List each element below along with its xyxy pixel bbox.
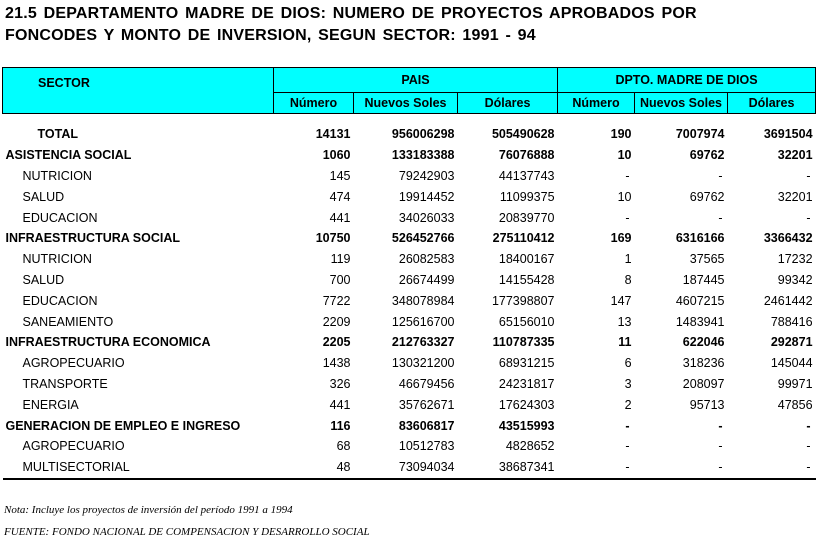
page-title [5,3,697,47]
header-dpto-nuevos-soles: Nuevos Soles [635,93,728,114]
cell-value: 1060 [322,148,351,163]
cell-value: 145044 [770,356,813,371]
cell-value: - [718,168,723,183]
cell-value: 7722 [322,293,351,308]
cell-value: 14155428 [498,272,555,287]
cell-value: 169 [610,231,632,246]
cell-value: 3366432 [763,231,813,246]
cell-value: - [718,439,723,454]
row-label: AGROPECUARIO [22,356,125,371]
cell-value: 11099375 [499,189,555,204]
row-label: ENERGIA [22,397,79,412]
row-label: EDUCACION [22,210,98,225]
cell-value: 11 [618,335,632,350]
cell-value: 26674499 [398,272,455,287]
table-row [3,436,816,457]
cell-value: 275110412 [492,231,555,246]
table-row [3,311,816,332]
header-dpto: DPTO. MADRE DE DIOS [558,68,816,93]
cell-value: - [806,168,811,183]
cell-value: 292871 [770,335,813,350]
cell-value: 147 [610,293,632,308]
cell-value: 348078984 [391,293,455,308]
cell-value: - [806,439,811,454]
cell-value: 13 [617,314,632,329]
cell-value: 19914452 [398,189,455,204]
cell-value: 48 [274,457,354,479]
header-dpto-dolares: Dólares [728,93,816,114]
row-label: TRANSPORTE [22,376,108,391]
cell-value: 474 [329,189,351,204]
table-row [3,290,816,311]
cell-value: 526452766 [391,231,455,246]
cell-value: 1438 [322,356,351,371]
cell-value: 65156010 [498,314,555,329]
cell-value: 2205 [322,335,351,350]
source-text: FUENTE: FONDO NACIONAL DE COMPENSACION Y DESARROLLO SOCIAL [4,526,370,538]
cell-value: 788416 [770,314,813,329]
cell-value: 14131 [315,127,351,142]
cell-value: 38687341 [458,457,558,479]
cell-value: 4828652 [505,439,555,454]
cell-value: 2209 [322,314,351,329]
cell-value: 133183388 [391,148,455,163]
cell-value: 190 [610,127,632,142]
cell-value: 177398807 [491,293,555,308]
cell-value: - [625,210,630,225]
table-row [3,374,816,395]
cell-value: - [718,418,723,433]
table-row [3,353,816,374]
row-label: SALUD [22,189,65,204]
cell-value: 68931215 [498,356,555,371]
cell-value: - [806,210,811,225]
cell-value: 43515993 [498,418,555,433]
cell-value: 20839770 [498,210,555,225]
cell-value: 145 [329,168,351,183]
table-row [3,332,816,353]
cell-value: 37565 [689,252,725,267]
table-row [3,145,816,166]
cell-value: 17624303 [498,397,555,412]
cell-value: - [806,418,811,433]
header-pais: PAIS [274,68,558,93]
table-row [3,186,816,207]
cell-value: 18400167 [498,252,555,267]
cell-value: 10750 [315,231,351,246]
cell-value: - [635,457,728,479]
cell-value: 47856 [777,397,813,412]
cell-value: 2 [624,397,632,412]
row-label: INFRAESTRUCTURA ECONOMICA [5,335,211,350]
row-label: INFRAESTRUCTURA SOCIAL [5,231,181,246]
cell-value: 69762 [689,189,725,204]
cell-value: 208097 [682,376,725,391]
cell-value: 24231817 [498,376,555,391]
data-table [2,67,816,480]
row-label: EDUCACION [22,293,98,308]
cell-value: 44137743 [498,168,555,183]
cell-value: 326 [329,376,351,391]
row-label: ASISTENCIA SOCIAL [5,148,132,163]
cell-value: 622046 [682,335,725,350]
cell-value: - [625,439,630,454]
spacer-row [3,114,816,125]
row-label: NUTRICION [22,252,92,267]
cell-value: 187445 [682,272,725,287]
cell-value: 441 [329,210,351,225]
cell-value: 26082583 [398,252,455,267]
table-row [3,270,816,291]
cell-value: 318236 [682,356,725,371]
cell-value: 505490628 [491,127,555,142]
cell-value: 32201 [777,189,813,204]
cell-value: 95713 [689,397,725,412]
header-pais-nuevos-soles: Nuevos Soles [354,93,458,114]
cell-value: 130321200 [391,356,455,371]
table-row [3,166,816,187]
cell-value: 6316166 [675,231,725,246]
cell-value: 956006298 [391,127,455,142]
cell-value: 99342 [777,272,813,287]
cell-value: 79242903 [398,168,455,183]
title-line-1: 21.5 DEPARTAMENTO MADRE DE DIOS: NUMERO DE PROYECTOS APROBADOS POR [5,5,697,22]
cell-value: - [718,210,723,225]
row-label: AGROPECUARIO [22,439,125,454]
cell-value: 6 [624,356,632,371]
cell-value: - [625,168,630,183]
row-label: SANEAMIENTO [22,314,114,329]
cell-value: 110787335 [492,335,555,350]
cell-value: 76076888 [498,148,555,163]
cell-value: 8 [624,272,632,287]
cell-value: 4607215 [675,293,725,308]
row-label: GENERACION DE EMPLEO E INGRESO [5,418,241,433]
cell-value: 73094034 [354,457,458,479]
note-text: Nota: Incluye los proyectos de inversión del período 1991 a 1994 [4,504,293,516]
footnotes [4,499,370,543]
cell-value: 10 [617,148,632,163]
cell-value: 69762 [689,148,725,163]
header-pais-dolares: Dólares [458,93,558,114]
cell-value: 125616700 [391,314,455,329]
table-row [3,249,816,270]
cell-value: 3691504 [763,127,813,142]
cell-value: 119 [330,252,351,267]
header-dpto-numero: Número [558,93,635,114]
cell-value: - [625,418,630,433]
header-sector: SECTOR [3,68,274,114]
row-label: MULTISECTORIAL [3,457,274,479]
cell-value: 3 [624,376,632,391]
table-row [3,228,816,249]
table-body [3,114,816,479]
table-row [3,457,816,479]
table-row [3,124,816,145]
cell-value: 99971 [777,376,813,391]
cell-value: 212763327 [391,335,455,350]
row-label: SALUD [22,272,65,287]
cell-value: 1 [624,252,632,267]
cell-value: 7007974 [675,127,725,142]
cell-value: 2461442 [763,293,813,308]
cell-value: 32201 [777,148,813,163]
row-label: TOTAL [37,127,79,142]
cell-value: 441 [329,397,351,412]
table-row [3,207,816,228]
cell-value: 116 [330,418,351,433]
table-header [3,68,816,114]
cell-value: 68 [336,439,351,454]
title-line-2: FONCODES Y MONTO DE INVERSION, SEGUN SECTOR: 1991 - 94 [5,27,536,44]
cell-value: 10512783 [398,439,455,454]
cell-value: 34026033 [398,210,455,225]
row-label: NUTRICION [22,168,92,183]
cell-value: - [558,457,635,479]
cell-value: 83606817 [398,418,455,433]
cell-value: 46679456 [398,376,455,391]
header-pais-numero: Número [274,93,354,114]
table-row [3,394,816,415]
cell-value: 1483941 [675,314,725,329]
cell-value: 700 [329,272,351,287]
table-row [3,415,816,436]
cell-value: 17232 [777,252,813,267]
cell-value: 35762671 [398,397,455,412]
cell-value: - [728,457,816,479]
cell-value: 10 [617,189,632,204]
